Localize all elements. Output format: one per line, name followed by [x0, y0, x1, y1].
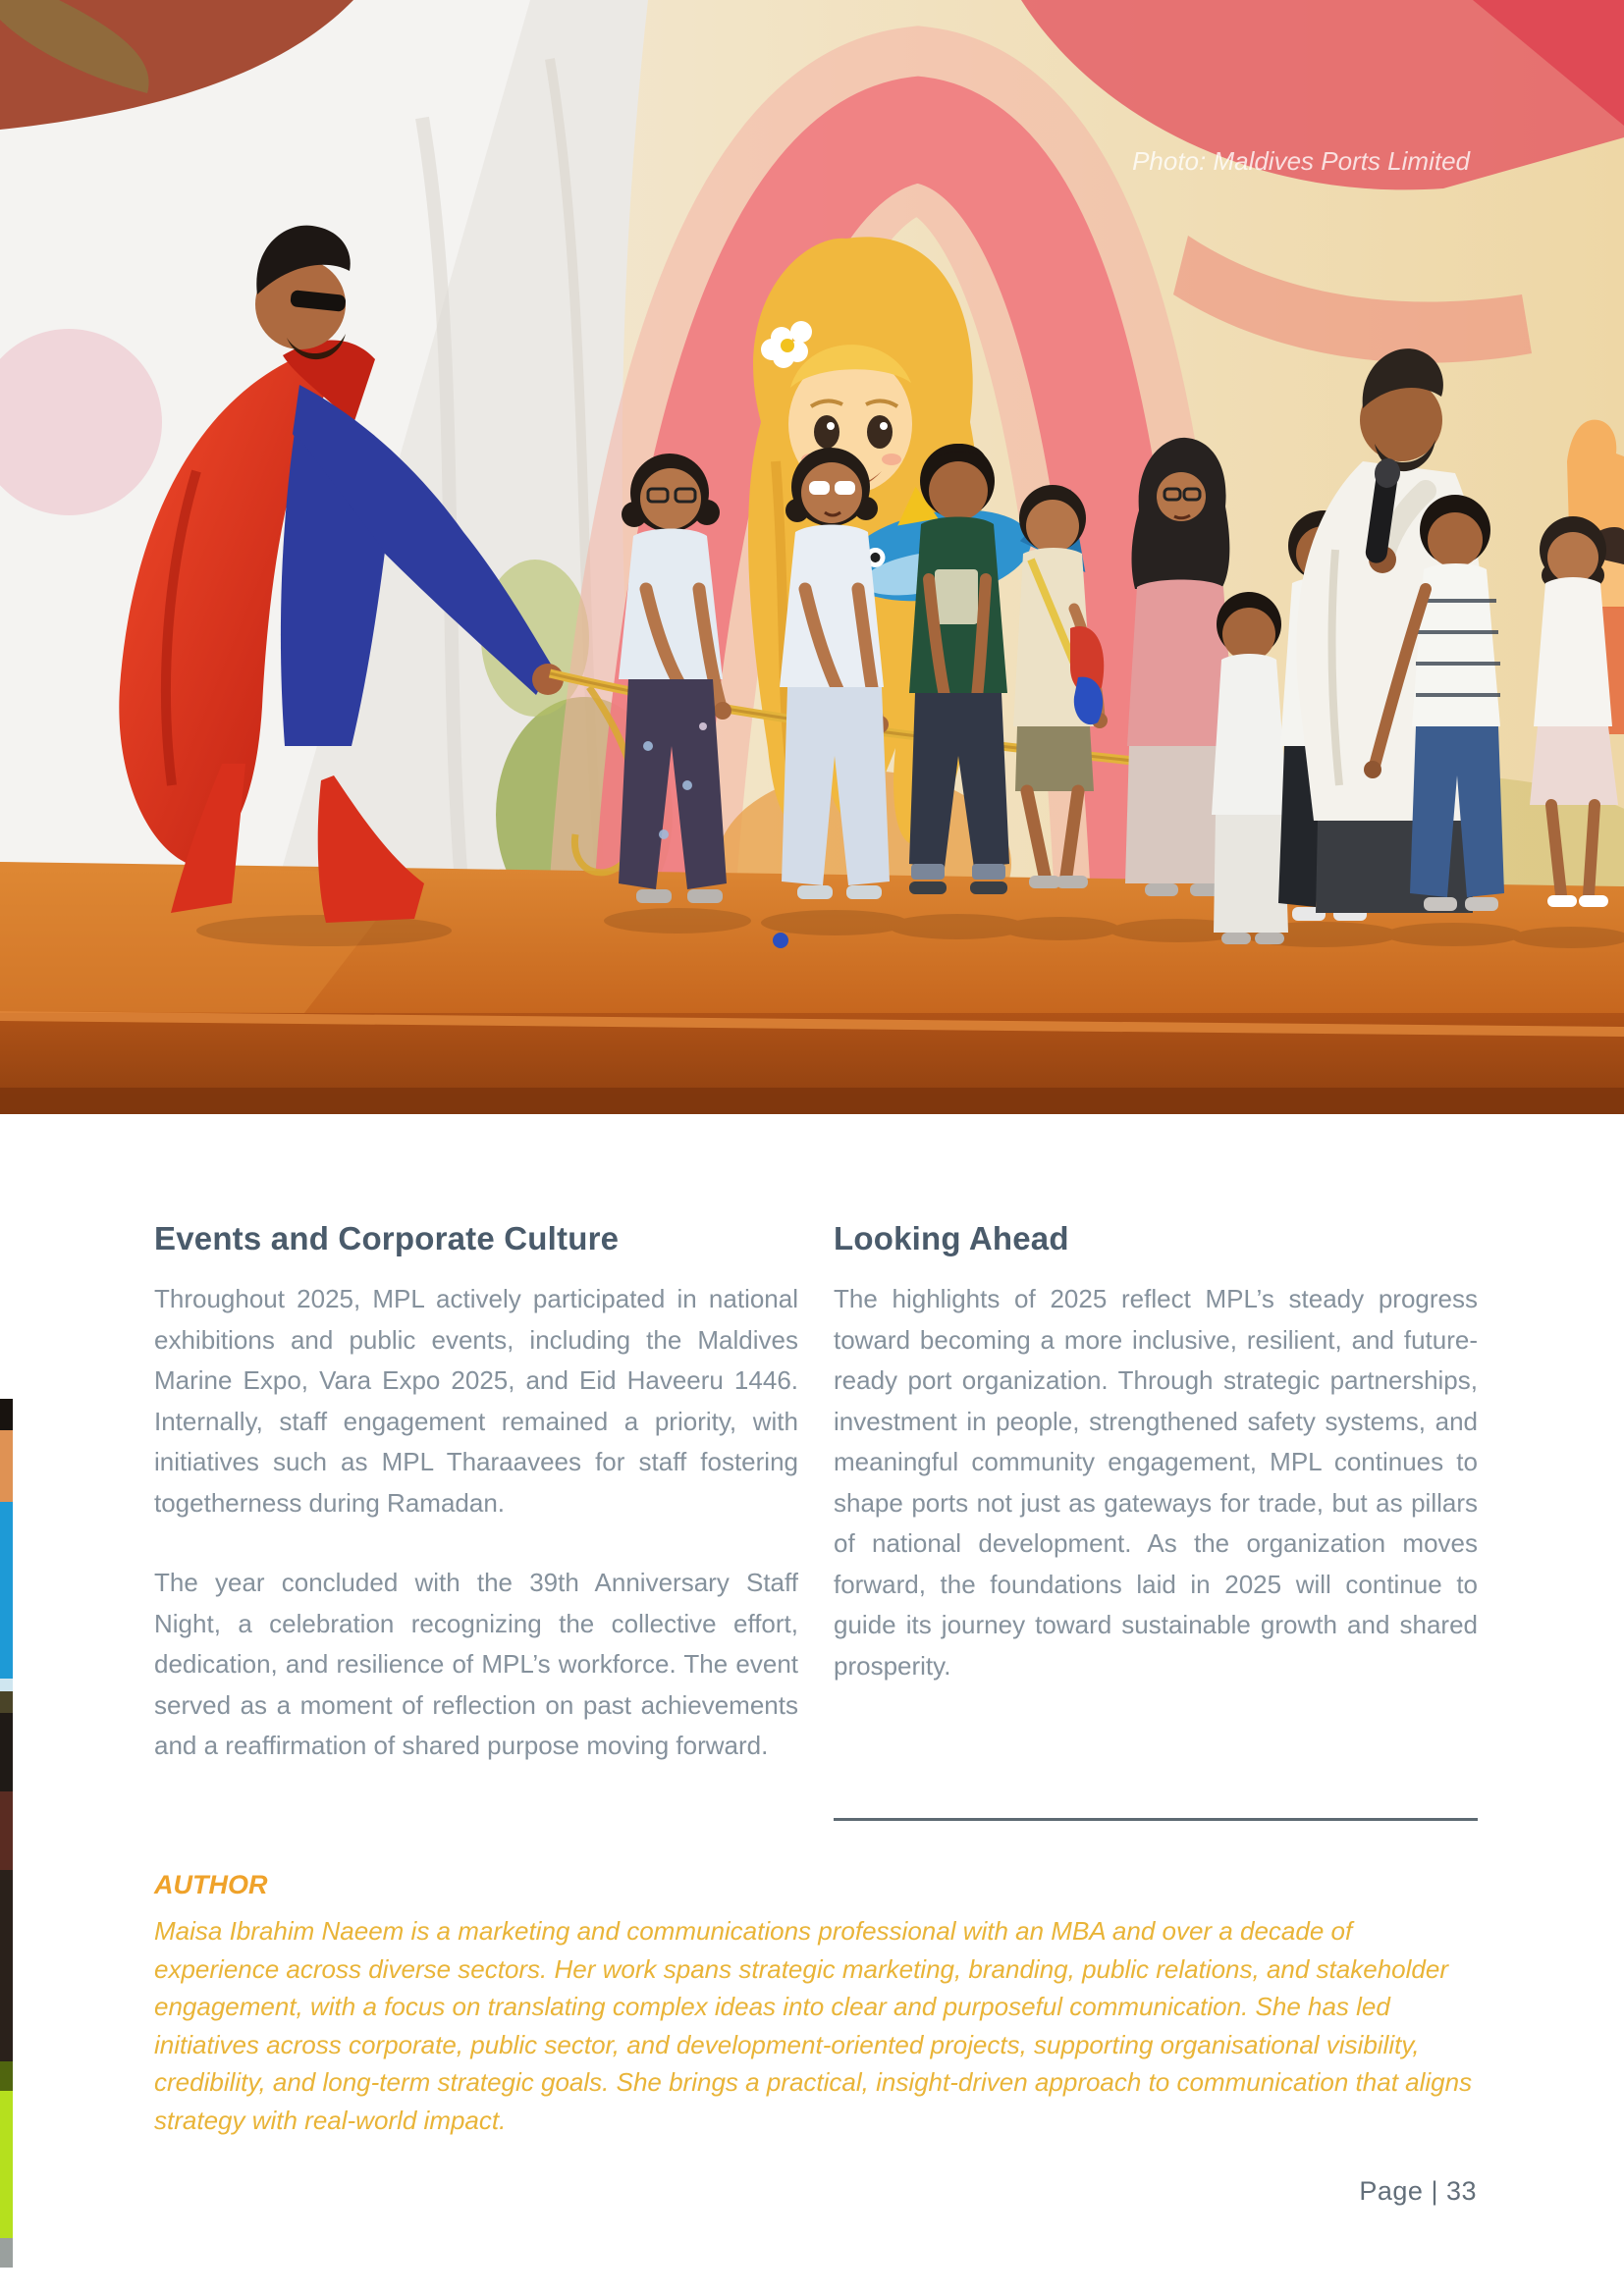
author-bio: Maisa Ibrahim Naeem is a marketing and communications professional with an MBA and over a decade of experience across diverse sectors. Her work spans strategic marketing, branding, public relations, and stakeholder engagement, with a focus on translating complex ideas into clear and purposeful communication. She has led initiatives across corporate, public sector, and development-oriented projects, supporting organisational visibility, credibility, and long-term strategic goals. She brings a practical, insight-driven approach to communication that aligns strategy with real-world impact.: [154, 1916, 1473, 2135]
photo-credit-caption: Photo: Maldives Ports Limited: [1132, 146, 1470, 176]
page-number: Page | 33: [1359, 2176, 1477, 2206]
column-events-and-corporate-culture: [154, 1220, 798, 1821]
author-section: [154, 1870, 1478, 2139]
edge-strip-segment: [0, 1502, 13, 1679]
article-columns: [154, 1220, 1478, 1821]
column-looking-ahead: [834, 1220, 1478, 1821]
edge-strip-segment: [0, 1713, 13, 1791]
edge-strip-segment: [0, 2091, 13, 2238]
edge-strip-segment: [0, 1791, 13, 1870]
section-divider: [834, 1818, 1478, 1821]
events-paragraph-2: The year concluded with the 39th Anniversary Staff Night, a celebration recognizing the collective effort, dedication, and resilience of MPL’s workforce. The event served as a moment of reflection on past achievements and a reaffirmation of shared purpose moving forward.: [154, 1568, 798, 1760]
edge-strip-segment: [0, 1430, 13, 1502]
stage-event-illustration: [0, 0, 1624, 1114]
edge-strip-segment: [0, 1691, 13, 1713]
toy-on-stage: [773, 933, 788, 948]
edge-strip-segment: [0, 1679, 13, 1691]
edge-strip-segment: [0, 1399, 13, 1430]
edge-strip-segment: [0, 1870, 13, 2061]
edge-strip-segment: [0, 2061, 13, 2091]
edge-strip-segment: [0, 2238, 13, 2268]
looking-ahead-paragraph: The highlights of 2025 reflect MPL’s steady progress toward becoming a more inclusive, resilient, and future-ready port organization. Through strategic partnerships, investment in people, strengthened safety systems, and meaningful community engagement, MPL continues to shape ports not just as gateways for trade, but as pillars of national development. As the organization moves forward, the foundations laid in 2025 will continue to guide its journey toward sustainable growth and shared prosperity.: [834, 1284, 1478, 1681]
events-paragraph-1: Throughout 2025, MPL actively participated in national exhibitions and public events, including the Maldives Marine Expo, Vara Expo 2025, and Eid Haveeru 1446. Internally, staff engagement remained a priority, with initiatives such as MPL Tharaavees for staff fostering togetherness during Ramadan.: [154, 1284, 798, 1518]
section-heading-looking-ahead: Looking Ahead: [834, 1220, 1069, 1256]
section-heading-events: Events and Corporate Culture: [154, 1220, 620, 1256]
stage-event-photo: [0, 0, 1624, 1114]
author-label: AUTHOR: [154, 1870, 268, 1899]
